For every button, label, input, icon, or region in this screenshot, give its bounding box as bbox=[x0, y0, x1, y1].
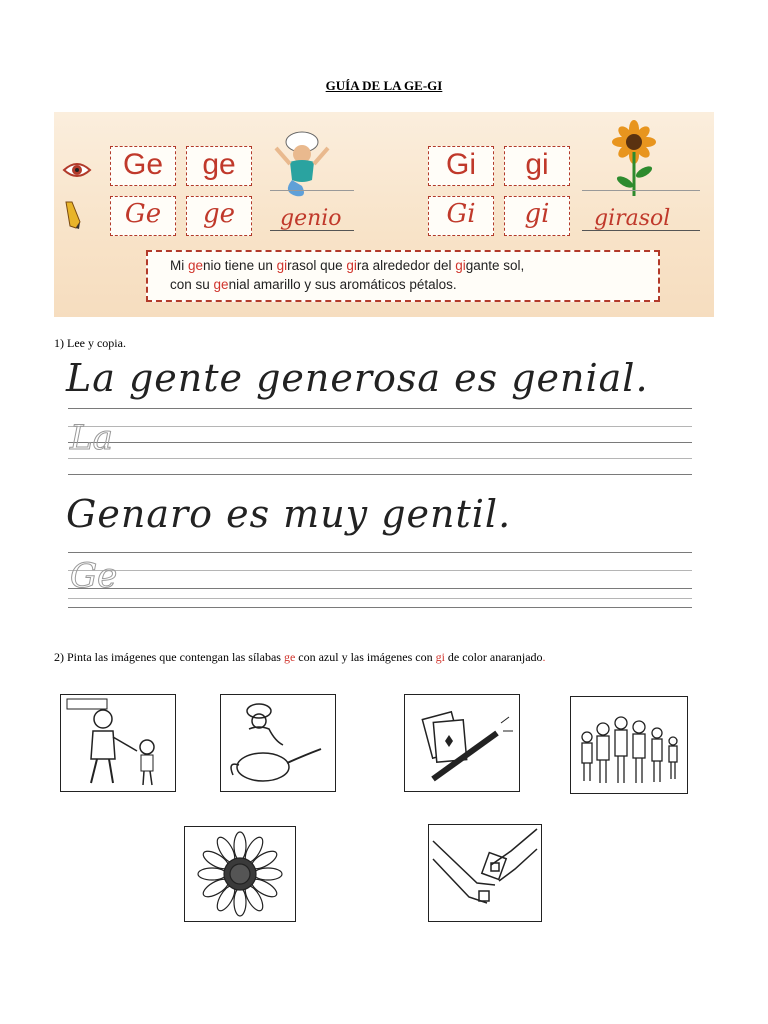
pencil-icon bbox=[62, 200, 84, 230]
model-sentence-2: Genaro es muy gentil. bbox=[66, 492, 512, 536]
word-baseline bbox=[270, 230, 354, 231]
highlighted-syllable: gi bbox=[276, 258, 288, 273]
word-genio: genio bbox=[280, 206, 342, 231]
guide-line bbox=[582, 190, 700, 191]
eye-icon bbox=[62, 160, 92, 180]
writing-area-2[interactable] bbox=[66, 556, 696, 610]
cursive-box-Ge bbox=[110, 196, 176, 236]
text-segment: nial amarillo y sus aromáticos pétalos. bbox=[228, 277, 457, 292]
highlighted-syllable: gi bbox=[346, 258, 357, 273]
cursive-ge: ge bbox=[202, 199, 236, 229]
syllable-Ge: Ge bbox=[122, 148, 164, 181]
syllable-box-Ge bbox=[110, 146, 176, 186]
ruled-line bbox=[68, 552, 692, 553]
text-segment: con azul y las imágenes con bbox=[295, 650, 436, 664]
genie-lamp-icon[interactable] bbox=[220, 694, 336, 792]
syllable-ge: ge bbox=[202, 148, 236, 181]
cursive-box-gi bbox=[504, 196, 570, 236]
exercise-2-label bbox=[54, 650, 546, 665]
syllable-Gi: Gi bbox=[446, 148, 476, 181]
sentence-line-1 bbox=[170, 256, 658, 275]
highlighted-syllable: . bbox=[542, 650, 546, 664]
handshake-icon[interactable] bbox=[428, 824, 542, 922]
word-girasol: girasol bbox=[594, 206, 671, 231]
syllable-banner bbox=[54, 112, 714, 317]
writing-area-1[interactable] bbox=[66, 422, 696, 476]
highlighted-syllable: gi bbox=[435, 650, 445, 664]
sunflower-icon bbox=[606, 120, 666, 198]
text-segment: rasol que bbox=[287, 258, 347, 273]
syllable-gi: gi bbox=[525, 148, 549, 181]
sentence-line-2 bbox=[170, 275, 658, 294]
trace-letters-1: La bbox=[70, 418, 113, 458]
trace-letters-2: Ge bbox=[70, 556, 118, 596]
cursive-gi: gi bbox=[524, 199, 550, 229]
cursive-box-ge bbox=[186, 196, 252, 236]
syllable-box-ge bbox=[186, 146, 252, 186]
cursive-Ge: Ge bbox=[124, 199, 162, 229]
father-child-icon[interactable] bbox=[60, 694, 176, 792]
page-title: GUÍA DE LA GE-GI bbox=[325, 78, 443, 93]
magic-trick-icon[interactable] bbox=[404, 694, 520, 792]
highlighted-syllable: ge bbox=[283, 650, 296, 664]
text-segment: con su bbox=[170, 277, 214, 292]
text-segment: Mi bbox=[170, 258, 188, 273]
highlighted-syllable: ge bbox=[188, 258, 204, 273]
cursive-Gi: Gi bbox=[446, 199, 476, 229]
highlighted-syllable: ge bbox=[213, 277, 229, 292]
model-sentence-1: La gente generosa es genial. bbox=[66, 356, 649, 400]
syllable-box-gi bbox=[504, 146, 570, 186]
text-segment: ra alrededor del bbox=[356, 258, 456, 273]
word-baseline bbox=[582, 230, 700, 231]
ruled-line bbox=[68, 408, 692, 409]
text-segment: gante sol, bbox=[465, 258, 525, 273]
text-segment: 2) Pinta las imágenes que contengan las sílabas bbox=[54, 650, 284, 664]
cursive-box-Gi bbox=[428, 196, 494, 236]
highlighted-syllable: gi bbox=[455, 258, 466, 273]
text-segment: de color anaranjado bbox=[444, 650, 543, 664]
people-group-icon[interactable] bbox=[570, 696, 688, 794]
text-segment: nio tiene un bbox=[203, 258, 277, 273]
syllable-box-Gi bbox=[428, 146, 494, 186]
example-sentence-box bbox=[146, 250, 660, 302]
guide-line bbox=[270, 190, 354, 191]
exercise-1-label: 1) Lee y copia. bbox=[54, 336, 126, 350]
sunflower-icon[interactable] bbox=[184, 826, 296, 922]
